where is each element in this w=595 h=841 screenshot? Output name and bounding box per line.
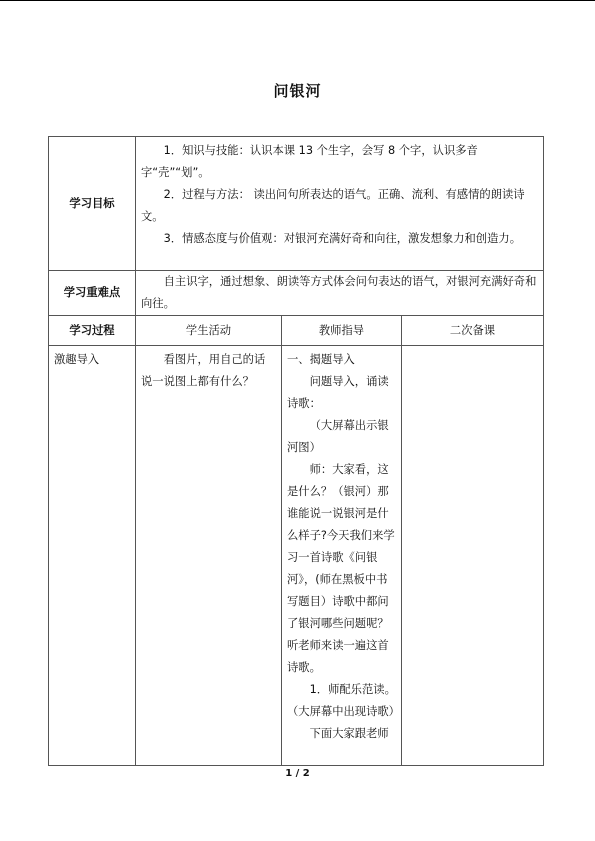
student-activity-cell [136,346,282,766]
process-header-row [49,316,544,346]
process-label: 学习过程 [49,316,136,346]
process-row-intro [49,346,544,766]
key-points-content [136,271,544,316]
top-rule [0,0,595,1]
teacher-guidance-line: 问题导入，诵读诗歌： [287,375,389,410]
teacher-guidance-cell [282,346,402,766]
key-points-row [49,271,544,316]
key-points-text: 自主识字，通过想象、朗读等方式体会问句表达的语气，对银河充满好奇和向往。 [141,275,537,310]
objectives-label: 学习目标 [49,137,136,271]
column-header-student: 学生活动 [136,316,282,346]
lesson-plan-table [48,136,544,766]
objectives-row [49,137,544,271]
second-preparation-cell [402,346,544,766]
column-header-notes: 二次备课 [402,316,544,346]
teacher-guidance-line: 一、揭题导入 [287,353,355,366]
teacher-guidance-line: （大屏幕出示银河图） [287,419,389,454]
teacher-guidance-line: 下面大家跟老师 [309,727,389,740]
objectives-content [136,137,544,271]
teacher-guidance-line: 师：大家看，这是什么？（银河）那谁能说一说银河是什么样子?今天我们来学习一首诗歌《问银河》，(师在黑板中书写题目）诗歌中都问了银河哪些问题呢？听老师来读一遍这首诗歌。 [287,463,395,674]
teacher-guidance-line: 1．师配乐范读。（大屏幕中出现诗歌） [287,683,400,718]
objective-item: 2．过程与方法： 读出问句所表达的语气。正确、流利、有感情的朗读诗文。 [141,188,525,223]
column-header-teacher: 教师指导 [282,316,402,346]
objective-item: 1．知识与技能：认识本课 13 个生字，会写 8 个字，认识多音字“壳”“划”。 [141,144,478,179]
page-title: 问银河 [273,82,322,100]
key-points-label: 学习重难点 [49,271,136,316]
stage-label: 激趣导入 [54,353,100,366]
student-activity-text: 看图片，用自己的话说一说图上都有什么？ [141,353,266,388]
stage-cell [49,346,136,766]
page-number: 1 / 2 [285,768,310,779]
objective-item: 3．情感态度与价值观：对银河充满好奇和向往，激发想象力和创造力。 [163,232,521,245]
